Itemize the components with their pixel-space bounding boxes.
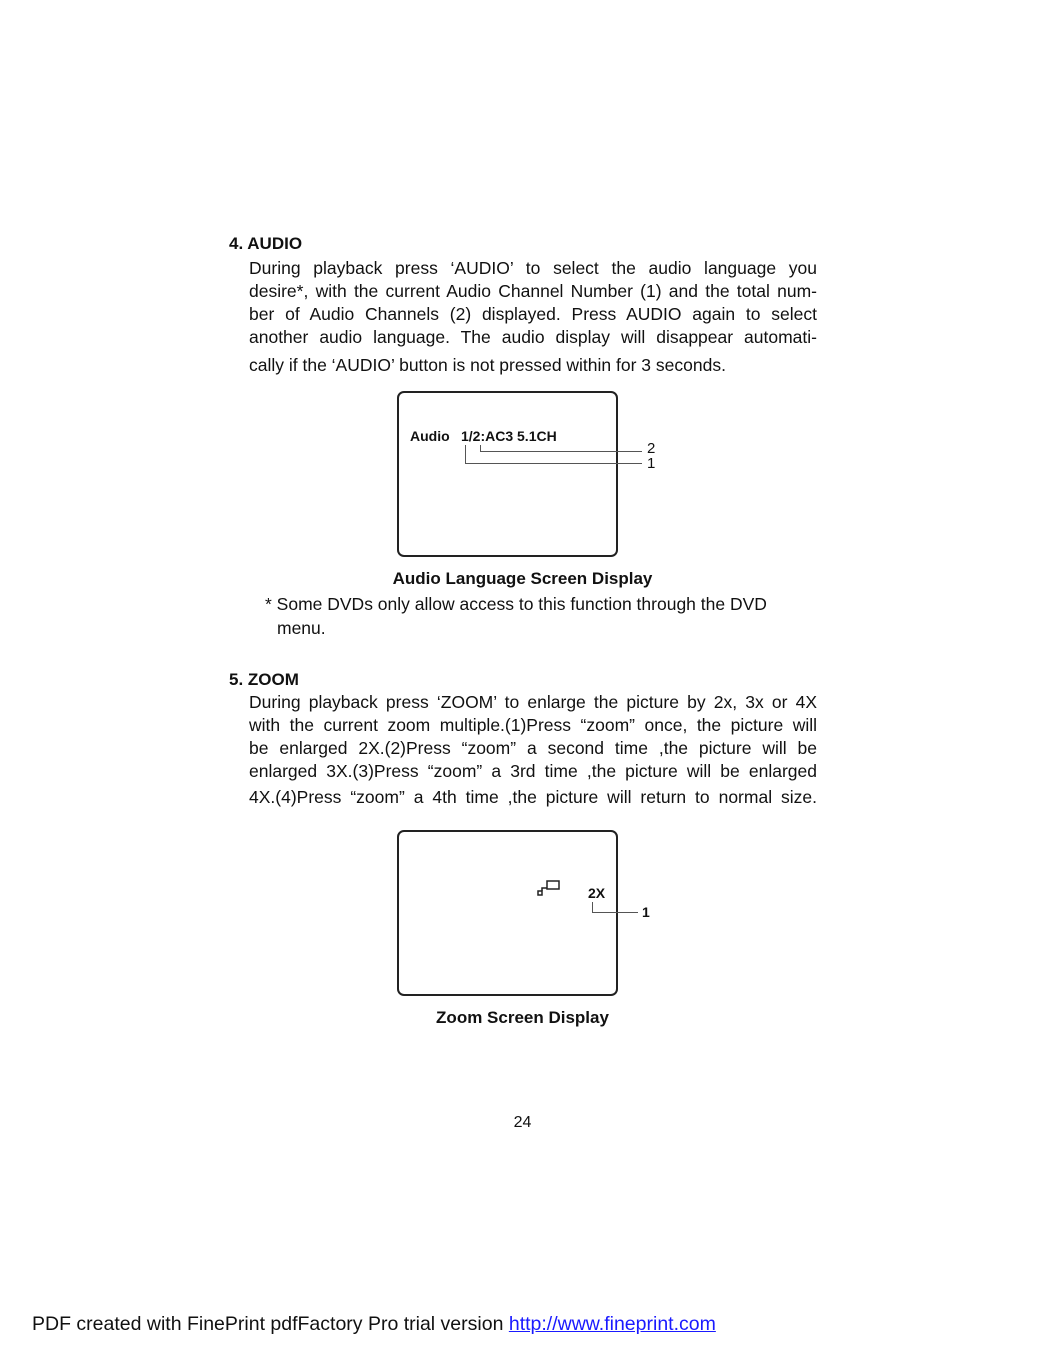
zoom-caption: Zoom Screen Display: [436, 1008, 609, 1027]
callout-number-1: 1: [642, 904, 650, 920]
callout-number-1: 1: [647, 455, 656, 472]
audio-caption: Audio Language Screen Display: [392, 569, 653, 588]
callout-line-1: [592, 902, 593, 912]
osd-zoom-value: 2X: [588, 885, 606, 901]
callout-line-1: [465, 445, 466, 463]
page-number: 24: [513, 1114, 532, 1131]
footer-text: PDF created with FinePrint pdfFactory Pro trial version: [32, 1313, 509, 1335]
osd-audio-label: Audio: [410, 428, 450, 444]
audio-screen-diagram: [397, 391, 618, 557]
audio-text-line: During playback press ‘AUDIO’ to select the audio language you: [249, 258, 817, 278]
zoom-icon: [536, 879, 562, 897]
audio-text-line: cally if the ‘AUDIO’ button is not pressed within for 3 seconds.: [249, 355, 726, 375]
audio-text-line: desire*, with the current Audio Channel Number (1) and the total num-: [249, 281, 817, 301]
zoom-text-line: 4X.(4)Press “zoom” a 4th time ,the picture will return to normal size.: [249, 787, 817, 807]
audio-text-line: ber of Audio Channels (2) displayed. Press AUDIO again to select: [249, 304, 817, 324]
audio-text-line: another audio language. The audio display will disappear automati-: [249, 327, 817, 347]
callout-line-2: [480, 451, 642, 452]
zoom-text-line: During playback press ‘ZOOM’ to enlarge the picture by 2x, 3x or 4X: [249, 692, 817, 712]
zoom-text-line: with the current zoom multiple.(1)Press “zoom” once, the picture will: [249, 715, 817, 735]
audio-note: menu.: [277, 618, 326, 638]
footer-link[interactable]: http://www.fineprint.com: [508, 1313, 716, 1335]
osd-audio-value: 1/2:AC3 5.1CH: [461, 428, 557, 444]
zoom-text-line: be enlarged 2X.(2)Press “zoom” a second time ,the picture will be: [249, 738, 817, 758]
audio-heading: 4. AUDIO: [229, 234, 303, 253]
callout-line-1: [592, 912, 638, 913]
audio-note: * Some DVDs only allow access to this function through the DVD: [265, 594, 767, 614]
zoom-heading: 5. ZOOM: [229, 670, 299, 689]
callout-number-2: 2: [647, 440, 656, 457]
zoom-text-line: enlarged 3X.(3)Press “zoom” a 3rd time ,the picture will be enlarged: [249, 761, 817, 781]
footer: [32, 1313, 716, 1336]
zoom-screen-diagram: [397, 830, 618, 996]
callout-line-1: [465, 463, 642, 464]
